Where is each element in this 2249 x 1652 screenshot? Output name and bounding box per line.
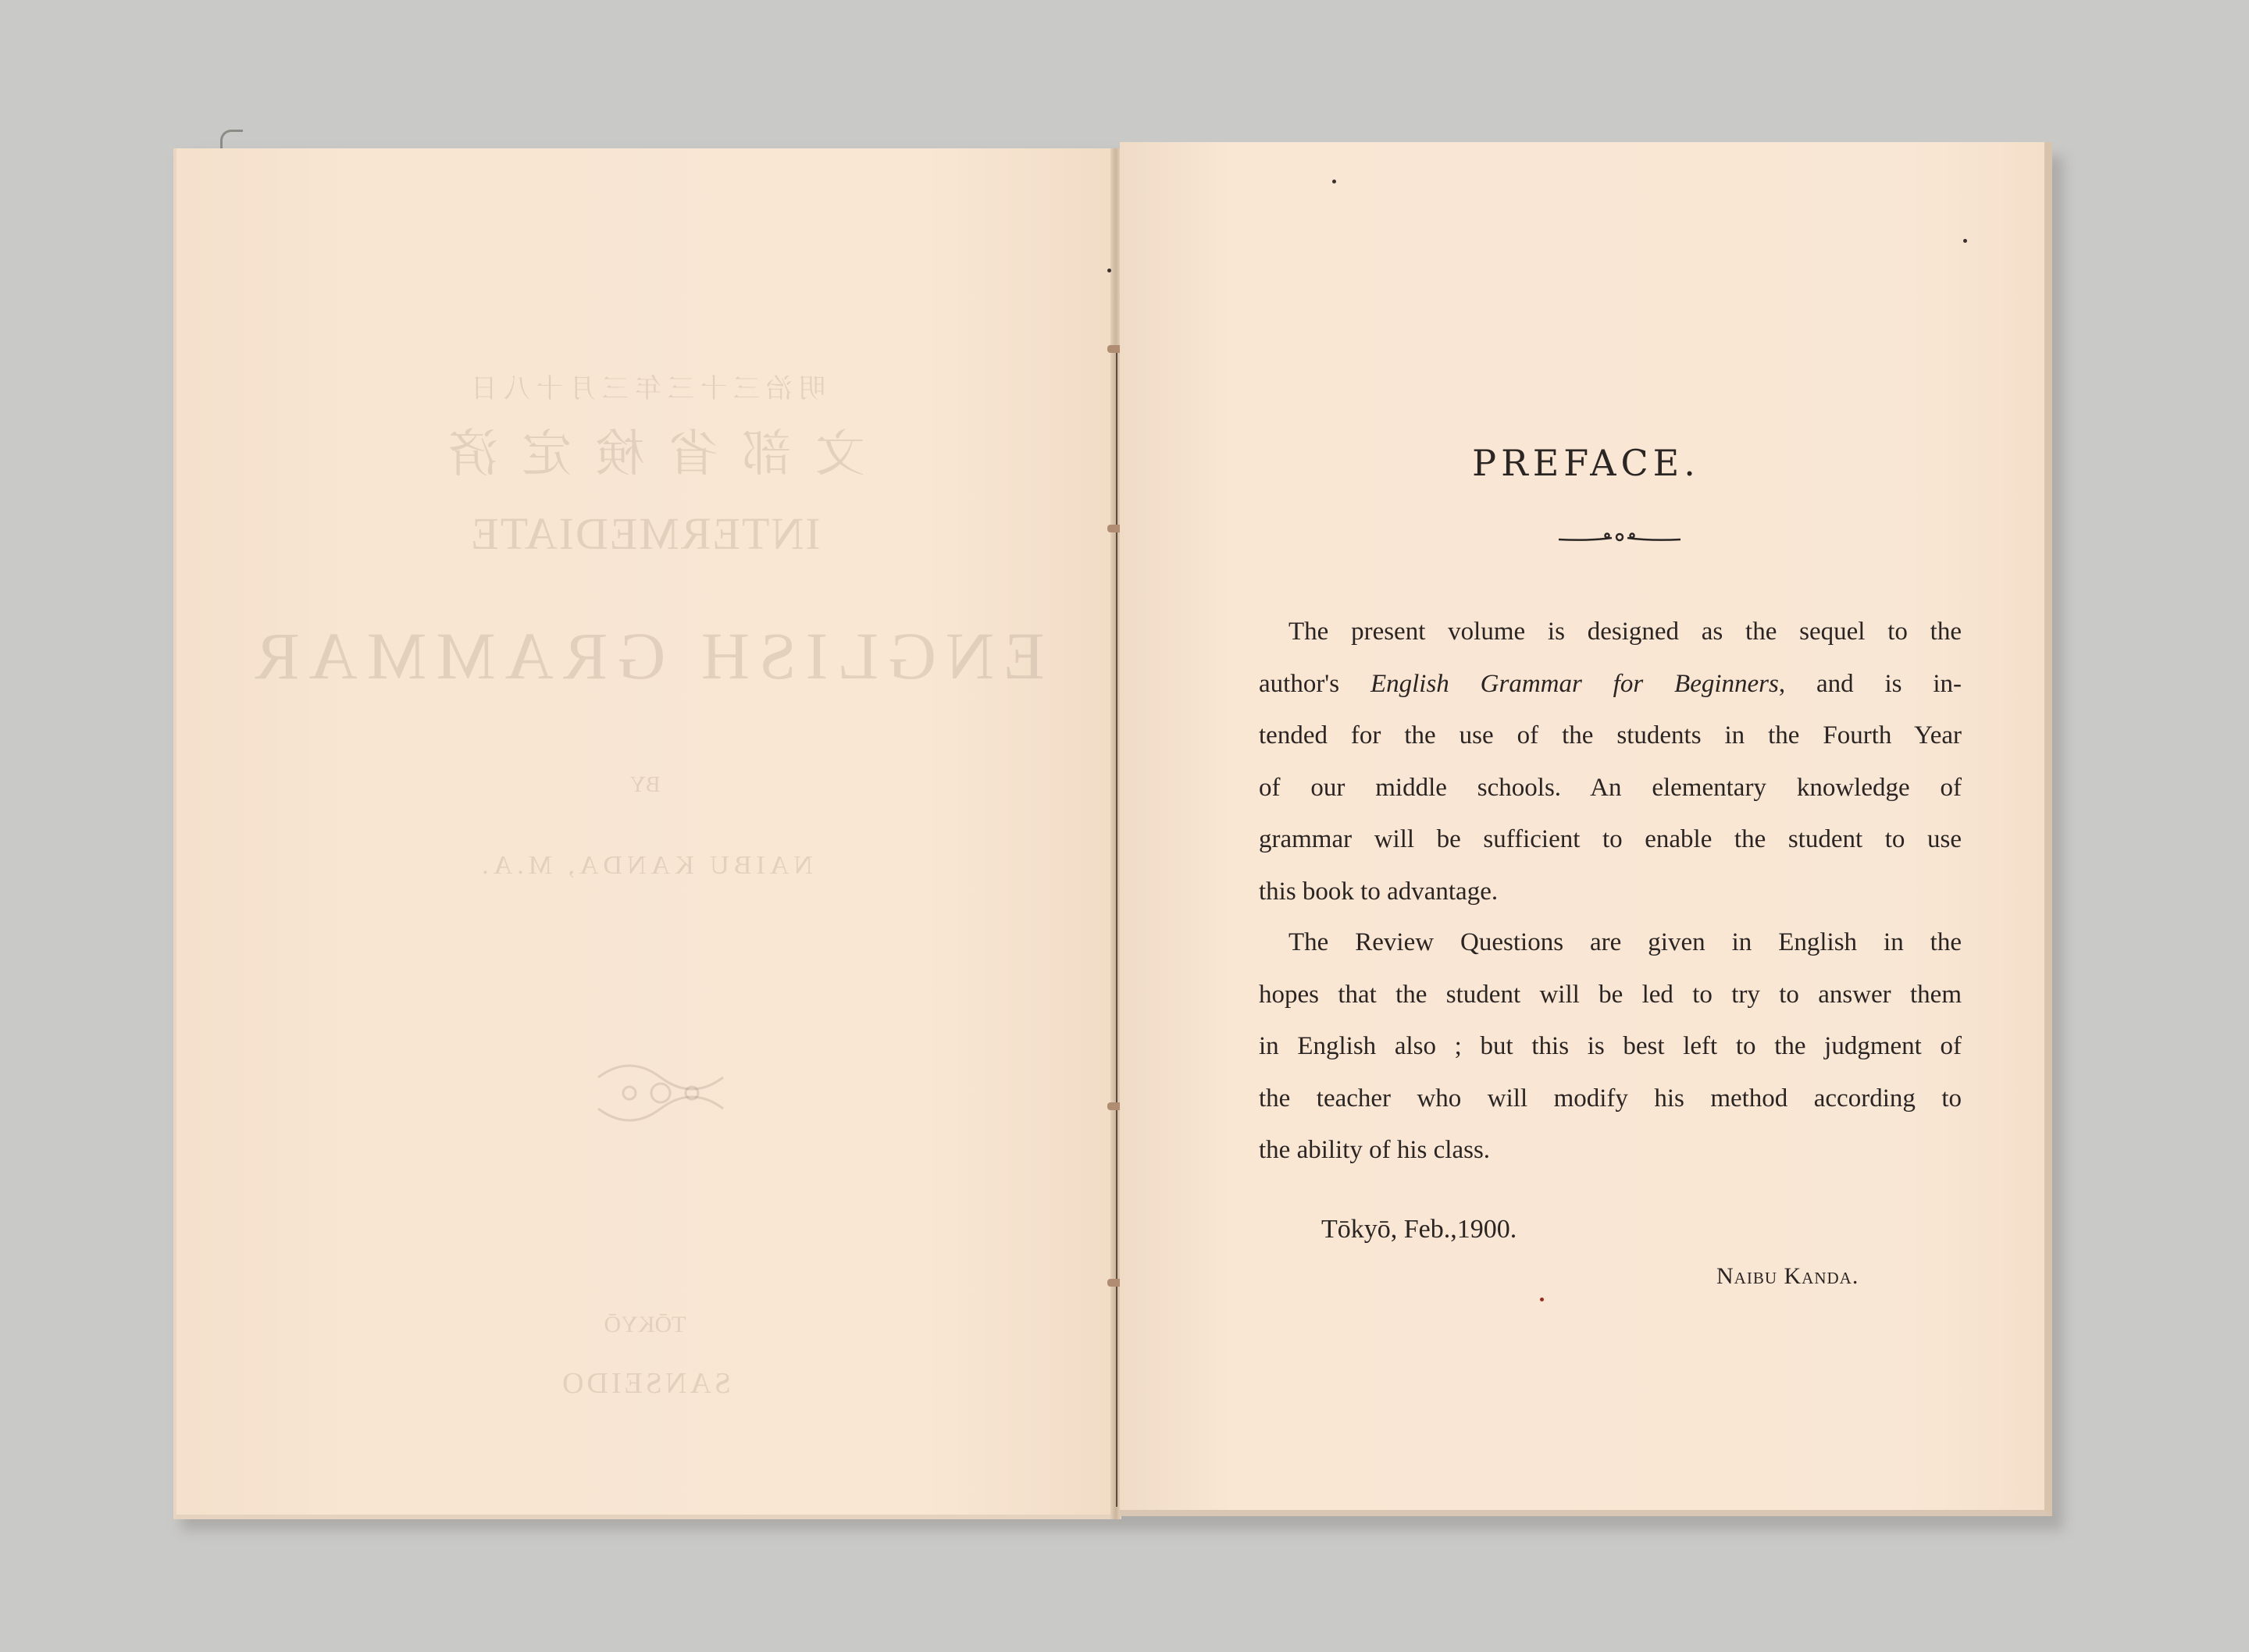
text-line: grammar will be sufficient to enable the student to use xyxy=(1259,825,1962,853)
text-line: The present volume is designed as the sequel to the xyxy=(1288,618,1962,646)
show-through-jp-date: 明治三十三年三月十八日 xyxy=(465,375,825,404)
book-title-italic: English Grammar for Beginners xyxy=(1370,669,1779,698)
author-signature: Naibu Kanda. xyxy=(1716,1263,1859,1289)
left-page xyxy=(173,148,1110,1519)
show-through-publisher: SANSEIDO xyxy=(559,1367,731,1400)
show-through-ornament xyxy=(583,1046,739,1140)
text-line: this book to advantage. xyxy=(1259,877,1499,906)
text-line: tended for the use of the students in the Fourth Year xyxy=(1259,721,1962,749)
preface-paragraph-2 xyxy=(1259,917,1962,1177)
text-line: the ability of his class. xyxy=(1259,1136,1491,1164)
text-line: The Review Questions are given in English in the xyxy=(1288,928,1962,956)
page-speck xyxy=(1963,239,1967,243)
text-line: in English also ; but this is best left to the judgment of xyxy=(1259,1032,1962,1060)
preface-paragraph-1 xyxy=(1259,606,1962,917)
preface-title: PREFACE. xyxy=(1472,442,1700,484)
page-speck xyxy=(1332,180,1336,183)
show-through-title-line2: ENGLISH GRAMMAR xyxy=(245,618,1045,693)
title-ornament xyxy=(1557,529,1682,546)
page-speck xyxy=(1540,1298,1544,1301)
page-speck xyxy=(1107,269,1111,272)
text-line: the teacher who will modify his method according to xyxy=(1259,1084,1962,1113)
show-through-title-line1: INTERMEDIATE xyxy=(469,508,821,559)
text-line: hopes that the student will be led to try to answer them xyxy=(1259,980,1962,1009)
show-through-place: TŌKYŌ xyxy=(604,1312,686,1337)
show-through-jp-approval: 文部省検定済 xyxy=(425,426,865,482)
text-line: author's English Grammar for Beginners, and is in- xyxy=(1259,669,1962,698)
show-through-author: NAIBU KANDA, M.A. xyxy=(477,851,813,880)
show-through-by: BY xyxy=(629,773,661,797)
text-line: of our middle schools. An elementary knowledge of xyxy=(1259,773,1962,802)
dateline: Tōkyō, Feb.,1900. xyxy=(1321,1215,1517,1244)
